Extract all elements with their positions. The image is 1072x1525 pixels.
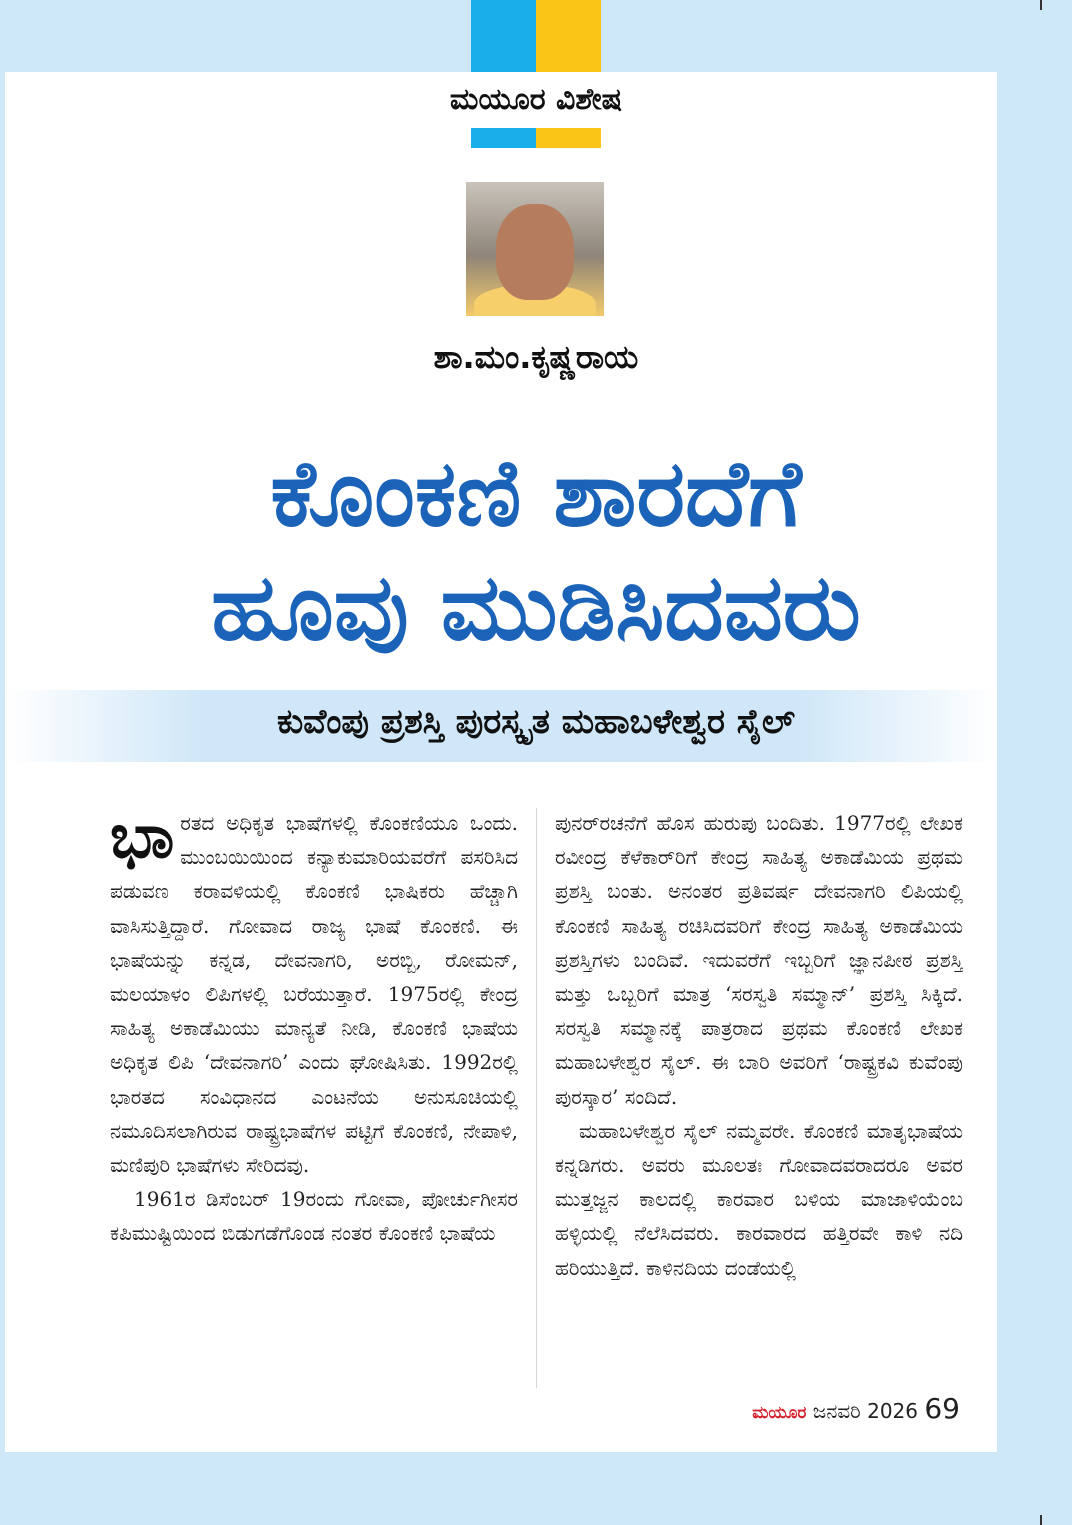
paragraph: ಪುನರ್‌ರಚನೆಗೆ ಹೊಸ ಹುರುಪು ಬಂದಿತು. 1977ರಲ್ಲಿ ಲೇಖಕ ರವೀಂದ್ರ ಕೆಳೆಕಾರ್‌ರಿಗೆ ಕೇಂದ್ರ ಸಾಹಿತ್ಯ ಅಕಾಡೆಮಿಯ ಪ್ರಥಮ ಪ್ರಶಸ್ತಿ ಬಂತು. ಅನಂತರ ಪ್ರತಿವರ್ಷ ದೇವನಾಗರಿ ಲಿಪಿಯಲ್ಲಿ ಕೊಂಕಣಿ ಸಾಹಿತ್ಯ ರಚಿಸಿದವರಿಗೆ ಕೇಂದ್ರ ಸಾಹಿತ್ಯ ಅಕಾಡೆಮಿಯ ಪ್ರಶಸ್ತಿಗಳು ಬಂದಿವೆ. ಇದುವರೆಗೆ ಇಬ್ಬರಿಗೆ ಜ್ಞಾನಪೀಠ ಪ್ರಶಸ್ತಿ ಮತ್ತು ಒಬ್ಬರಿಗೆ ಮಾತ್ರ ‘ಸರಸ್ವತಿ ಸಮ್ಮಾನ್’ ಪ್ರಶಸ್ತಿ ಸಿಕ್ಕಿದೆ. ಸರಸ್ವತಿ ಸಮ್ಮಾನಕ್ಕೆ ಪಾತ್ರರಾದ ಪ್ರಥಮ ಕೊಂಕಣಿ ಲೇಖಕ ಮಹಾಬಳೇಶ್ವರ ಸೈಲ್. ಈ ಬಾರಿ ಅವರಿಗೆ ‘ರಾಷ್ಟ್ರಕವಿ ಕುವೆಂಪು ಪುರಸ್ಕಾರ’ ಸಂದಿದೆ. bbox=[555, 811, 963, 1109]
author-byline: ಶಾ.ಮಂ.ಕೃಷ್ಣರಾಯ bbox=[433, 338, 639, 376]
headline-line-1: ಕೊಂಕಣಿ ಶಾರದೆಗೆ bbox=[270, 440, 802, 547]
headline-line-2: ಹೂವು ಮುಡಿಸಿದವರು bbox=[211, 554, 861, 661]
article-column-right bbox=[555, 806, 963, 1391]
paragraph: 1961ರ ಡಿಸೆಂಬರ್ 19ರಂದು ಗೋವಾ, ಪೋರ್ಚುಗೀಸರ ಕಪಿಮುಷ್ಟಿಯಿಂದ ಬಿಡುಗಡೆಗೊಂಡ ನಂತರ ಕೊಂಕಣಿ ಭಾಷೆಯ bbox=[110, 1187, 518, 1246]
footer-issue: ಜನವರಿ 2026 bbox=[812, 1399, 918, 1423]
crop-mark bbox=[1040, 0, 1042, 10]
column-divider bbox=[536, 808, 537, 1388]
subheadline: ಕುವೆಂಪು ಪ್ರಶಸ್ತಿ ಪುರಸ್ಕೃತ ಮಹಾಬಳೇಶ್ವರ ಸೈಲ್ bbox=[277, 702, 795, 742]
paragraph-text: ರತದ ಅಧಿಕೃತ ಭಾಷೆಗಳಲ್ಲಿ ಕೊಂಕಣಿಯೂ ಒಂದು. ಮುಂಬಯಿಯಿಂದ ಕನ್ಯಾಕುಮಾರಿಯವರೆಗೆ ಪಸರಿಸಿದ ಪಡುವಣ ಕರಾವಳಿಯಲ್ಲಿ ಕೊಂಕಣಿ ಭಾಷಿಕರು ಹೆಚ್ಚಾಗಿ ವಾಸಿಸುತ್ತಿದ್ದಾರೆ. ಗೋವಾದ ರಾಜ್ಯ ಭಾಷೆ ಕೊಂಕಣಿ. ಈ ಭಾಷೆಯನ್ನು ಕನ್ನಡ, ದೇವನಾಗರಿ, ಅರಬ್ಬಿ, ರೋಮನ್, ಮಲಯಾಳಂ ಲಿಪಿಗಳಲ್ಲಿ ಬರೆಯುತ್ತಾರೆ. 1975ರಲ್ಲಿ ಕೇಂದ್ರ ಸಾಹಿತ್ಯ ಅಕಾಡೆಮಿಯು ಮಾನ್ಯತೆ ನೀಡಿ, ಕೊಂಕಣಿ ಭಾಷೆಯ ಅಧಿಕೃತ ಲಿಪಿ ‘ದೇವನಾಗರಿ’ ಎಂದು ಘೋಷಿಸಿತು. 1992ರಲ್ಲಿ ಭಾರತದ ಸಂವಿಧಾನದ ಎಂಟನೆಯ ಅನುಸೂಚಿಯಲ್ಲಿ ನಮೂದಿಸಲಾಗಿರುವ ರಾಷ್ಟ್ರಭಾಷೆಗಳ ಪಟ್ಟಿಗೆ ಕೊಂಕಣಿ, ನೇಪಾಳಿ, ಮಣಿಪುರಿ ಭಾಷೆಗಳು ಸೇರಿದವು. bbox=[110, 811, 518, 1178]
paragraph: ಮಹಾಬಳೇಶ್ವರ ಸೈಲ್ ನಮ್ಮವರೇ. ಕೊಂಕಣಿ ಮಾತೃಭಾಷೆಯ ಕನ್ನಡಿಗರು. ಅವರು ಮೂಲತಃ ಗೋವಾದವರಾದರೂ ಅವರ ಮುತ್ತಜ್ಜನ ಕಾಲದಲ್ಲಿ ಕಾರವಾರ ಬಳಿಯ ಮಾಜಾಳಿಯೆಂಬ ಹಳ್ಳಿಯಲ್ಲಿ ನೆಲೆಸಿದವರು. ಕಾರವಾರದ ಹತ್ತಿರವೇ ಕಾಳಿ ನದಿ ಹರಿಯುತ್ತಿದೆ. ಕಾಳಿನದಿಯ ದಂಡೆಯಲ್ಲಿ bbox=[555, 1118, 963, 1280]
section-label-bar bbox=[471, 128, 601, 148]
crop-mark bbox=[1040, 1515, 1042, 1525]
drop-cap: ಭಾ bbox=[110, 806, 175, 872]
page-footer bbox=[752, 1392, 960, 1425]
footer-brand: ಮಯೂರ bbox=[752, 1403, 807, 1423]
paragraph bbox=[110, 806, 518, 1182]
author-portrait-icon bbox=[466, 182, 604, 316]
section-label: ಮಯೂರ ವಿಶೇಷ bbox=[449, 82, 623, 117]
page-number: 69 bbox=[924, 1392, 960, 1425]
article-column-left bbox=[110, 806, 518, 1391]
top-color-band bbox=[471, 0, 601, 72]
